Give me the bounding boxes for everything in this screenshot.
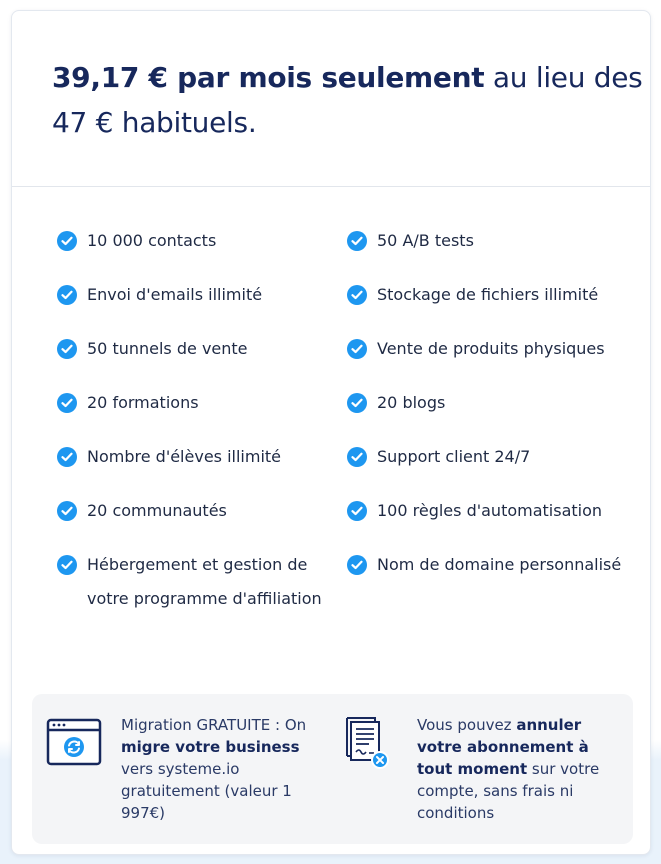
check-circle-icon <box>347 555 367 575</box>
cancel-text-pre: Vous pouvez <box>417 716 517 734</box>
check-circle-icon <box>347 231 367 251</box>
check-circle-icon <box>347 393 367 413</box>
feature-item <box>347 332 642 366</box>
feature-item <box>57 440 327 474</box>
price-headline-rest: au lieu des 47 € habituels. <box>52 61 643 139</box>
feature-item <box>347 440 642 474</box>
check-circle-icon <box>347 447 367 467</box>
migration-text-pre: Migration GRATUITE : On <box>121 716 307 734</box>
feature-item <box>347 278 642 312</box>
check-circle-icon <box>57 447 77 467</box>
feature-item <box>57 548 327 616</box>
migration-text-bold: migre votre business <box>121 738 300 756</box>
feature-label: 10 000 contacts <box>87 231 217 250</box>
feature-label: 50 tunnels de vente <box>87 339 248 358</box>
migration-text-post: vers systeme.io gratuitement (valeur 1 997€) <box>121 760 292 822</box>
feature-label: Stockage de fichiers illimité <box>377 285 599 304</box>
feature-label: Nom de domaine personnalisé <box>377 555 622 574</box>
check-circle-icon <box>347 501 367 521</box>
cancel-text <box>417 714 617 824</box>
feature-item <box>347 386 642 420</box>
feature-label: Vente de produits physiques <box>377 339 605 358</box>
check-circle-icon <box>57 339 77 359</box>
feature-label: 50 A/B tests <box>377 231 474 250</box>
check-circle-icon <box>57 555 77 575</box>
feature-label: 20 formations <box>87 393 199 412</box>
feature-label: 20 blogs <box>377 393 446 412</box>
check-circle-icon <box>57 285 77 305</box>
feature-item <box>57 386 327 420</box>
feature-item <box>57 278 327 312</box>
divider <box>12 186 650 187</box>
check-circle-icon <box>57 501 77 521</box>
feature-item <box>347 224 642 258</box>
feature-label: 20 communautés <box>87 501 227 520</box>
browser-sync-icon <box>46 718 102 778</box>
check-circle-icon <box>347 285 367 305</box>
check-circle-icon <box>57 393 77 413</box>
feature-item <box>57 224 327 258</box>
check-circle-icon <box>57 231 77 251</box>
info-panel <box>32 694 633 844</box>
pricing-card <box>11 10 651 855</box>
feature-label: Envoi d'emails illimité <box>87 285 263 304</box>
feature-label: Support client 24/7 <box>377 447 531 466</box>
cancel-text-post: sur votre compte, sans frais ni conditions <box>417 760 600 822</box>
document-cancel-icon <box>345 716 395 778</box>
cancel-text-bold: annuler votre abonnement à tout moment <box>417 716 589 778</box>
feature-item <box>347 494 642 528</box>
feature-item <box>57 494 327 528</box>
price-headline <box>52 55 652 145</box>
feature-label: 100 règles d'automatisation <box>377 501 603 520</box>
migration-text <box>121 714 326 824</box>
check-circle-icon <box>347 339 367 359</box>
feature-label: Nombre d'élèves illimité <box>87 447 282 466</box>
price-headline-bold: 39,17 € par mois seulement <box>52 61 485 94</box>
feature-item <box>57 332 327 366</box>
feature-label: Hébergement et gestion de votre programme d'affiliation <box>87 555 322 608</box>
feature-item <box>347 548 642 582</box>
